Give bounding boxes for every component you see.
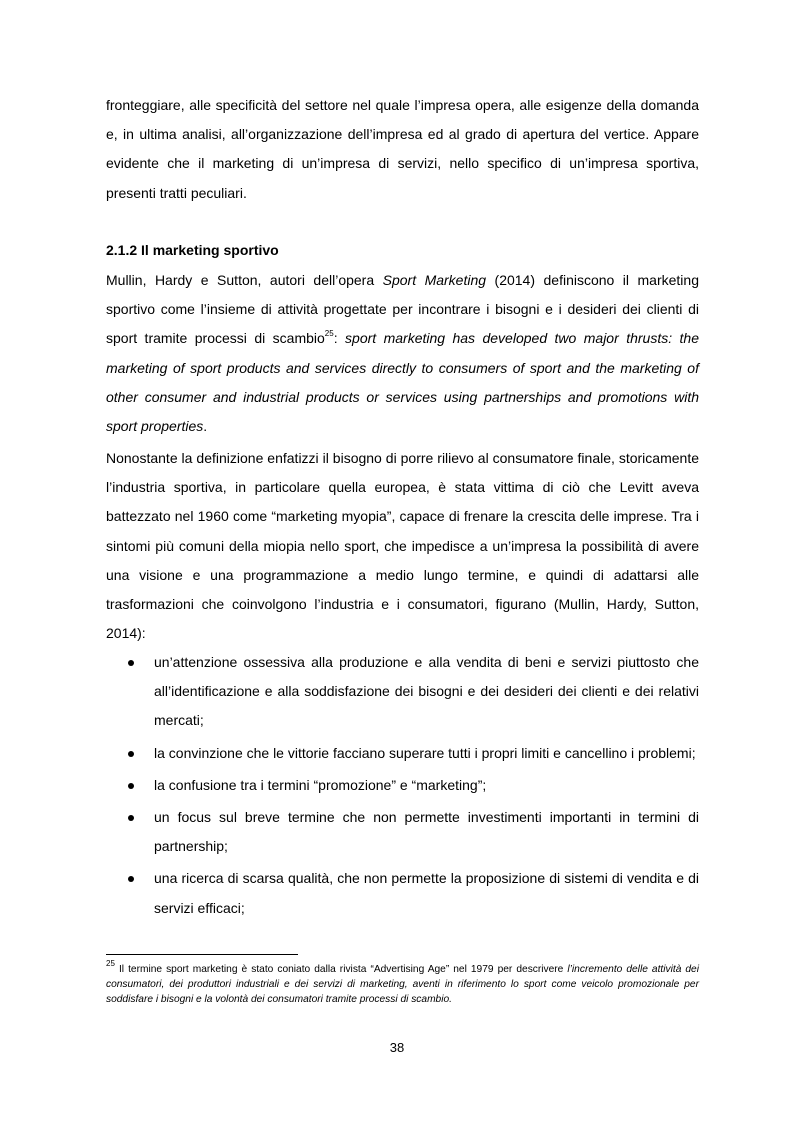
paragraph-2-middle: (2014) definiscono il marketing sportivo come l’insieme di attività progettate per incontrare i bisogni e i desideri dei clienti di sport tramite processi di scambio: [106, 272, 699, 347]
list-item-text: una ricerca di scarsa qualità, che non permette la proposizione di sistemi di vendita e di servizi efficaci;: [154, 870, 699, 916]
bullet-icon: [128, 876, 134, 882]
english-quote: sport marketing has developed two major thrusts: the marketing of sport products and services directly to consumers of sport and the marketing of other consumer and industrial products or services using partnerships and promotions with sport properties: [106, 330, 699, 435]
list-item: [106, 648, 699, 736]
page-number: 38: [389, 1040, 405, 1055]
list-item: [106, 864, 699, 922]
paragraph-1: fronteggiare, alle specificità del settore nel quale l’impresa opera, alle esigenze della domanda e, in ultima analisi, all’organizzazione dell’impresa ed al grado di apertura del vertice. Appare evidente che il marketing di un’impresa di servizi, nello specifico di un’impresa sportiva, presenti tratti peculiari.: [106, 97, 699, 201]
list-item: [106, 771, 699, 800]
bullet-icon: [128, 660, 134, 666]
list-item-text: la confusione tra i termini “promozione” e “marketing”;: [154, 776, 487, 793]
footnote-separator: [106, 954, 298, 955]
bullet-icon: [128, 751, 134, 757]
paragraph-2-end: .: [203, 418, 208, 435]
section-heading: 2.1.2 Il marketing sportivo: [106, 242, 279, 258]
book-title: Sport Marketing: [382, 272, 487, 288]
paragraph-2: [106, 266, 699, 441]
footnote-italic-text: l’incremento delle attività dei consumatori, dei produttori industriali e dei servizi di marketing, aventi in riferimento lo sport come veicolo promozionale per soddisfare i bisogni e la volontà dei consumatori tramite processi di scambio.: [106, 964, 699, 1005]
list-item: [106, 803, 699, 861]
footnote-text: Il termine sport marketing è stato coniato dalla rivista “Advertising Age” nel 1979 per descrivere: [114, 964, 568, 975]
footnote-number: 25: [106, 958, 115, 968]
symptoms-list: [106, 648, 699, 926]
footnote: [106, 958, 699, 1007]
list-item: [106, 739, 699, 768]
bullet-icon: [128, 783, 134, 789]
list-item-text: la convinzione che le vittorie facciano superare tutti i propri limiti e cancellino i problemi;: [154, 744, 696, 761]
paragraph-3: Nonostante la definizione enfatizzi il bisogno di porre rilievo al consumatore finale, storicamente l’industria sportiva, in particolare quella europea, è stata vittima di ciò che Levitt aveva battezzato nel 1960 come “marketing myopia”, capace di frenare la crescita delle imprese. Tra i sintomi più comuni della miopia nello sport, che impedisce a un’impresa la possibilità di avere una visione e una programmazione a medio lungo termine, e quindi di adattarsi alle trasformazioni che coinvolgono l’industria e i consumatori, figurano (Mullin, Hardy, Sutton, 2014):: [106, 450, 699, 642]
footnote-reference[interactable]: 25: [324, 328, 334, 338]
paragraph-2-intro: Mullin, Hardy e Sutton, autori dell’opera: [106, 272, 383, 288]
list-item-text: un focus sul breve termine che non permette investimenti importanti in termini di partnership;: [154, 809, 699, 855]
list-item-text: un’attenzione ossessiva alla produzione e alla vendita di beni e servizi piuttosto che all’identificazione e alla soddisfazione dei bisogni e dei desideri dei clienti e dei relativi mercati;: [154, 654, 699, 729]
paragraph-2-colon: :: [333, 330, 346, 347]
bullet-icon: [128, 815, 134, 821]
